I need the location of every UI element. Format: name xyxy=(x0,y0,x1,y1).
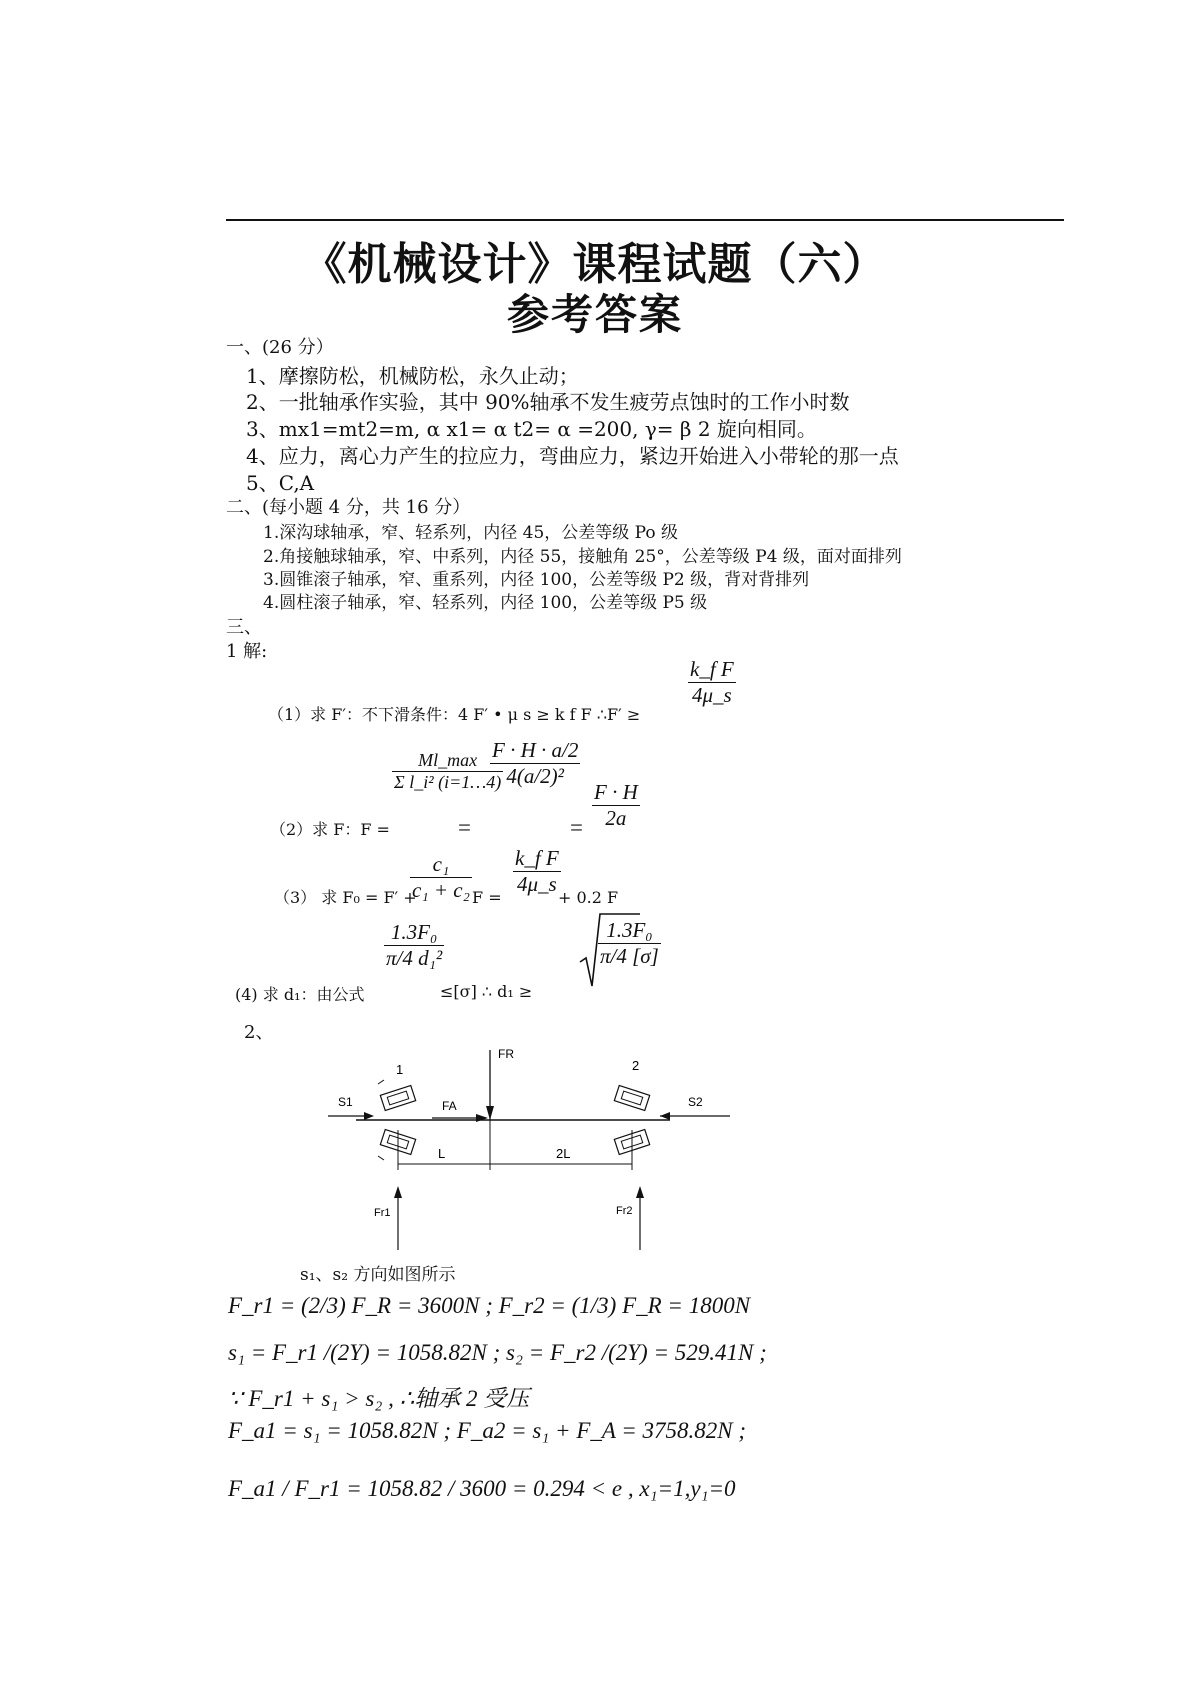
step4-frac-den: π/4 d₁² xyxy=(386,946,443,970)
step1-frac-num: k_f F xyxy=(690,657,734,681)
step4-label: (4) 求 d₁：由公式 xyxy=(235,985,365,1004)
eq-line-3: ∵ F_r1 + s₁ > s₂ , ∴轴承 2 受压 xyxy=(228,1386,530,1411)
step2-eq1: = xyxy=(458,815,471,840)
fr-label: FR xyxy=(498,1047,514,1061)
step2-frac1-den: Σ l_i² (i=1…4) xyxy=(394,772,502,792)
part2-item-4: 4.圆柱滚子轴承，窄、轻系列，内径 100，公差等级 P5 级 xyxy=(263,593,708,613)
part2-item-3: 3.圆锥滚子轴承，窄、重系列，内径 100，公差等级 P2 级，背对背排列 xyxy=(263,570,810,590)
step1-text: （1）求 F′：不下滑条件：4 F′ • μ s ≥ k f F ∴F′ ≥ xyxy=(268,705,641,724)
step2-label: （2）求 F：F = xyxy=(270,820,390,839)
step2-frac2-num: F · H · a/2 xyxy=(492,738,579,762)
part3-heading: 三、 xyxy=(226,617,262,638)
step3-label: （3） 求 F₀ = F′ + xyxy=(274,888,417,907)
step2-frac2-den: 4(a/2)² xyxy=(506,764,564,788)
step2-frac3-num: F · H xyxy=(594,780,638,804)
step2-frac3-den: 2a xyxy=(605,806,627,830)
part1-item-5: 5、C,A xyxy=(246,471,315,495)
step3-fraction-1 xyxy=(410,852,472,903)
bearing-diagram xyxy=(320,1040,740,1260)
eq-line-1: F_r1 = (2/3) F_R = 3600N ; F_r2 = (1/3) F_R = 1800N xyxy=(228,1293,751,1318)
step2-fraction-3 xyxy=(592,780,640,831)
part2-heading: 二、(每小题 4 分，共 16 分） xyxy=(226,497,471,518)
page-title: 《机械设计》课程试题（六） xyxy=(302,239,888,290)
part1-item-2: 2、一批轴承作实验，其中 90%轴承不发生疲劳点蚀时的工作小时数 xyxy=(246,390,850,414)
fr1-label: Fr1 xyxy=(374,1207,391,1219)
solution2-label: 2、 xyxy=(244,1022,274,1043)
step4-mid: ≤[σ] ∴ d₁ ≥ xyxy=(440,982,533,1001)
dim-l-label: L xyxy=(438,1146,446,1161)
dim-2l-label: 2L xyxy=(556,1146,571,1161)
eq-line-5: F_a1 / F_r1 = 1058.82 / 3600 = 0.294 < e , x₁=1,y₁=0 xyxy=(228,1476,736,1501)
eq-line-2: s₁ = F_r1 /(2Y) = 1058.82N ; s₂ = F_r2 /(2Y) = 529.41N ; xyxy=(228,1340,767,1365)
fa-label: FA xyxy=(442,1099,457,1113)
step1-fraction xyxy=(688,657,736,708)
part1-item-4: 4、应力，离心力产生的拉应力，弯曲应力，紧边开始进入小带轮的那一点 xyxy=(246,444,899,468)
part2-item-1: 1.深沟球轴承，窄、轻系列，内径 45，公差等级 Po 级 xyxy=(263,523,679,543)
step3-frac2-num: k_f F xyxy=(515,846,559,870)
diagram-caption: s₁、s₂ 方向如图所示 xyxy=(300,1265,456,1285)
bearing-2-label: 2 xyxy=(632,1058,640,1073)
part1-item-3: 3、mx1=mt2=m, α x1= α t2= α =200, γ= β 2 旋向相同。 xyxy=(246,417,817,441)
step3-fraction-2 xyxy=(513,846,561,897)
part1-heading: 一、(26 分） xyxy=(226,337,334,358)
s1-label: S1 xyxy=(338,1095,353,1109)
step4-root-fraction xyxy=(598,918,661,969)
step4-frac-num: 1.3F₀ xyxy=(384,920,444,946)
step1-frac-den: 4μ_s xyxy=(692,683,732,707)
step2-fraction-2 xyxy=(490,738,580,789)
step3-tail: + 0.2 F xyxy=(558,888,619,907)
fr2-label: Fr2 xyxy=(616,1205,633,1217)
part1-item-1: 1、摩擦防松，机械防松，永久止动； xyxy=(246,364,579,388)
step2-fraction-1 xyxy=(392,750,503,793)
page-subtitle: 参考答案 xyxy=(506,290,683,339)
step4-root-num: 1.3F₀ xyxy=(598,918,661,944)
step3-frac2-den: 4μ_s xyxy=(517,872,557,896)
eq-line-4: F_a1 = s₁ = 1058.82N ; F_a2 = s₁ + F_A = 3758.82N ; xyxy=(228,1418,747,1443)
step3-frac1-num: c₁ xyxy=(410,852,472,878)
bearing-1-label: 1 xyxy=(396,1062,404,1077)
step4-root-den: π/4 [σ] xyxy=(600,944,659,968)
solution1-label: 1 解: xyxy=(226,641,268,662)
part2-item-2: 2.角接触球轴承，窄、中系列，内径 55，接触角 25°，公差等级 P4 级，面对面排列 xyxy=(263,547,902,567)
step2-frac1-num: Ml_max xyxy=(392,750,503,772)
step2-eq2: = xyxy=(570,815,583,840)
step3-mid: F = xyxy=(472,888,502,907)
top-rule xyxy=(226,219,1064,221)
s2-label: S2 xyxy=(688,1095,703,1109)
step3-frac1-den: c₁ + c₂ xyxy=(412,878,470,902)
step4-fraction xyxy=(384,920,444,971)
